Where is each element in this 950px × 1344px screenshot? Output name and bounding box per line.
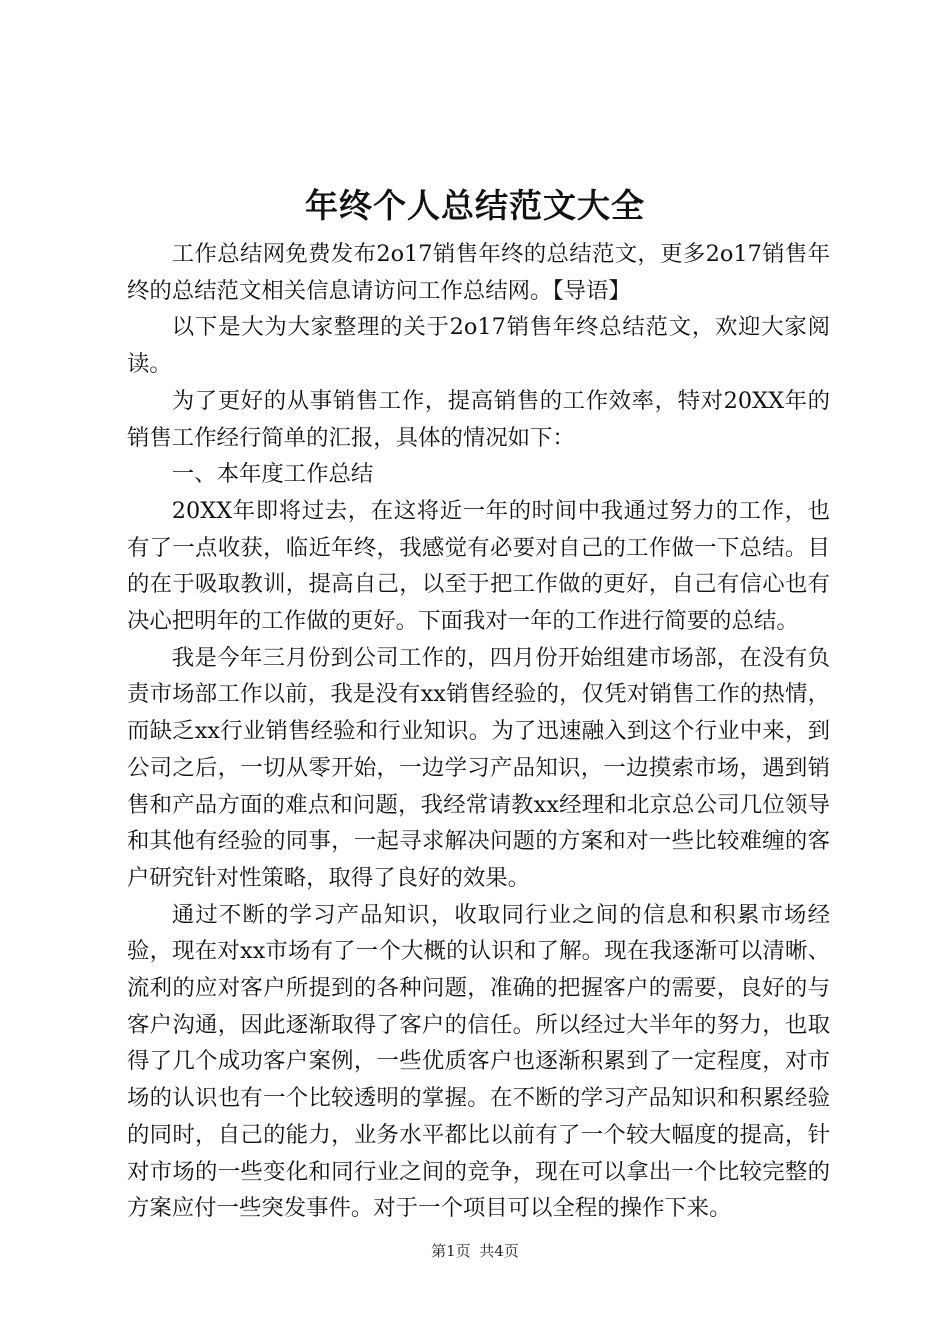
paragraph: 通过不断的学习产品知识，收取同行业之间的信息和积累市场经验，现在对xx市场有了一个大概的认识和了解。现在我逐渐可以清晰、流利的应对客户所提到的各种问题，准确的把握客户的需要，良好的与客户沟通，因此逐渐取得了客户的信任。所以经过大半年的努力，也取得了几个成功客户案例，一些优质客户也逐渐积累到了一定程度，对市场的认识也有一个比较透明的掌握。在不断的学习产品知识和积累经验的同时，自己的能力，业务水平都比以前有了一个较大幅度的提高，针对市场的一些变化和同行业之间的竞争，现在可以拿出一个比较完整的方案应付一些突发事件。对于一个项目可以全程的操作下来。	[127, 901, 830, 1222]
page-number: 第1页	[431, 1242, 471, 1260]
paragraph: 为了更好的从事销售工作，提高销售的工作效率，特对20XX年的销售工作经行简单的汇报，具体的情况如下：	[127, 387, 830, 451]
document-body	[127, 236, 830, 1227]
document-title: 年终个人总结范文大全	[305, 186, 645, 225]
section-heading: 一、本年度工作总结	[171, 461, 374, 488]
page-footer	[0, 1241, 950, 1261]
paragraph: 20XX年即将过去，在这将近一年的时间中我通过努力的工作，也有了一点收获，临近年终，我感觉有必要对自己的工作做一下总结。目的在于吸取教训，提高自己，以至于把工作做的更好，自己有信心也有决心把明年的工作做的更好。下面我对一年的工作进行简要的总结。	[127, 497, 830, 635]
paragraph: 工作总结网免费发布2o17销售年终的总结范文，更多2o17销售年终的总结范文相关信息请访问工作总结网。【导语】	[127, 241, 830, 304]
page-total: 共4页	[479, 1242, 519, 1260]
paragraph: 以下是大为大家整理的关于2o17销售年终总结范文，欢迎大家阅读。	[127, 314, 830, 378]
paragraph: 我是今年三月份到公司工作的，四月份开始组建市场部，在没有负责市场部工作以前，我是没有xx销售经验的，仅凭对销售工作的热情，而缺乏xx行业销售经验和行业知识。为了迅速融入到这个行业中来，到公司之后，一切从零开始，一边学习产品知识，一边摸索市场，遇到销售和产品方面的难点和问题，我经常请教xx经理和北京总公司几位领导和其他有经验的同事，一起寻求解决问题的方案和对一些比较难缠的客户研究针对性策略，取得了良好的效果。	[127, 644, 830, 891]
